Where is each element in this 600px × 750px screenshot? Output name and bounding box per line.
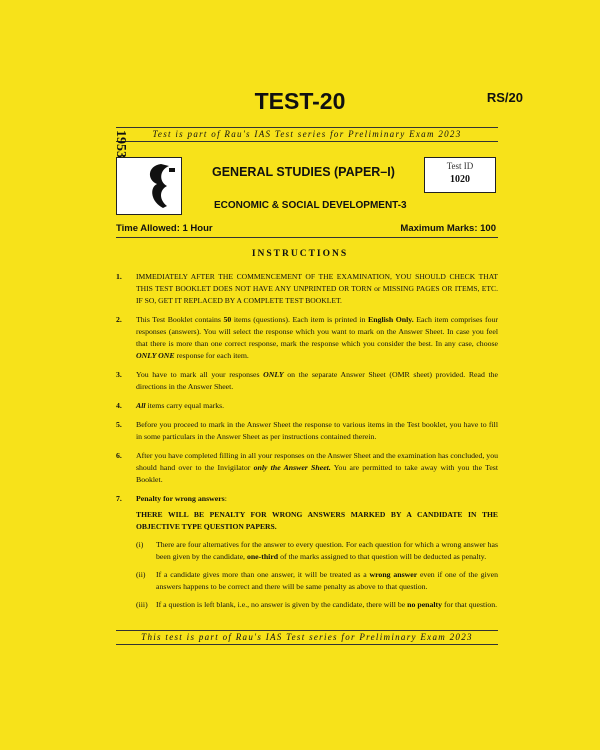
series-note-bottom: This test is part of Rau's IAS Test series for Preliminary Exam 2023 (141, 632, 473, 642)
instructions-heading: INSTRUCTIONS (251, 249, 349, 259)
logo-year: 1953 (113, 130, 128, 158)
meta-rule (116, 237, 498, 238)
top-rule-lower (116, 141, 498, 142)
penalty-sub-item: (i) There are four alternatives for the answer to every question. For each question for which a wrong answer has been given by the candidate, one-third of the marks assigned to that question will be deducted as penalty. (136, 540, 498, 561)
instructions-list (116, 271, 498, 618)
penalty-heading: Penalty for wrong answers (136, 494, 225, 503)
test-id-label: Test ID (446, 161, 474, 171)
test-id-box (424, 157, 496, 193)
test-code: RS/20 (486, 90, 523, 105)
penalty-bold-line: THERE WILL BE PENALTY FOR WRONG ANSWERS MARKED BY A CANDIDATE IN THE OBJECTIVE TYPE QUESTION PAPERS. (136, 510, 498, 531)
max-marks: Maximum Marks: 100 (400, 223, 496, 234)
paper-title: GENERAL STUDIES (PAPER–I) (212, 165, 395, 179)
instruction-item-penalty: 7. Penalty for wrong answers: THERE WILL BE PENALTY FOR WRONG ANSWERS MARKED BY A CANDIDATE IN THE OBJECTIVE TYPE QUESTION PAPERS. (i) There are four alternatives for the answer to every question. For each question for which a wrong answer has been given by the candidate, one-third of the marks assigned to that question will be deducted as penalty. (ii) If a candidate gives more than one answer, it will be treated as a wrong answer even if one of the given answers happens to be correct and there will be same penalty as above to that question. (iii) If a question is left blank, i.e., no answer is given by the candidate, there will be no penalty for that question. (116, 494, 498, 609)
instruction-item: 5. Before you proceed to mark in the Answer Sheet the response to various items in the Test booklet, you have to fill in some particulars in the Answer Sheet as per instructions contained therein. (116, 420, 498, 441)
institute-logo (113, 130, 182, 215)
paper-subtitle: ECONOMIC & SOCIAL DEVELOPMENT-3 (214, 200, 407, 211)
bottom-rule-lower (116, 644, 498, 645)
instruction-item: 6. After you have completed filling in all your responses on the Answer Sheet and the examination has concluded, you should hand over to the Invigilator only the Answer Sheet. You are permitted to take away with you the Test Booklet. (116, 451, 498, 484)
test-title: TEST-20 (254, 88, 346, 114)
instruction-item: 1. IMMEDIATELY AFTER THE COMMENCEMENT OF THE EXAMINATION, YOU SHOULD CHECK THAT THIS TEST BOOKLET DOES NOT HAVE ANY UNPRINTED OR TORN or MISSING PAGES OR ITEMS, ETC. IF SO, GET IT REPLACED BY A COMPLETE TEST BOOKLET. (116, 272, 498, 305)
instruction-item: 2. This Test Booklet contains 50 items (questions). Each item is printed in English Only. Each item comprises four responses (answers). You will select the response which you want to mark on the Answer Sheet. In case you feel that there is more than one correct response, mark the response which you consider the best. In any case, choose ONLY ONE response for each item. (116, 315, 498, 360)
instruction-item: 4. All items carry equal marks. (116, 401, 225, 410)
time-allowed: Time Allowed: 1 Hour (116, 223, 213, 234)
instruction-item: 3. You have to mark all your responses ONLY on the separate Answer Sheet (OMR sheet) provided. Read the directions in the Answer Sheet. (116, 370, 498, 391)
bottom-rule-upper (116, 630, 498, 631)
test-id-value: 1020 (450, 174, 470, 185)
penalty-sub-item: (ii) If a candidate gives more than one answer, it will be treated as a wrong answer even if one of the given answers happens to be correct and there will be same penalty as above to that question. (136, 570, 498, 591)
penalty-sub-item: (iii) If a question is left blank, i.e., no answer is given by the candidate, there will be no penalty for that question. (136, 600, 498, 609)
series-note-top: Test is part of Rau's IAS Test series for Preliminary Exam 2023 (152, 129, 462, 139)
top-rule-upper (116, 127, 498, 128)
